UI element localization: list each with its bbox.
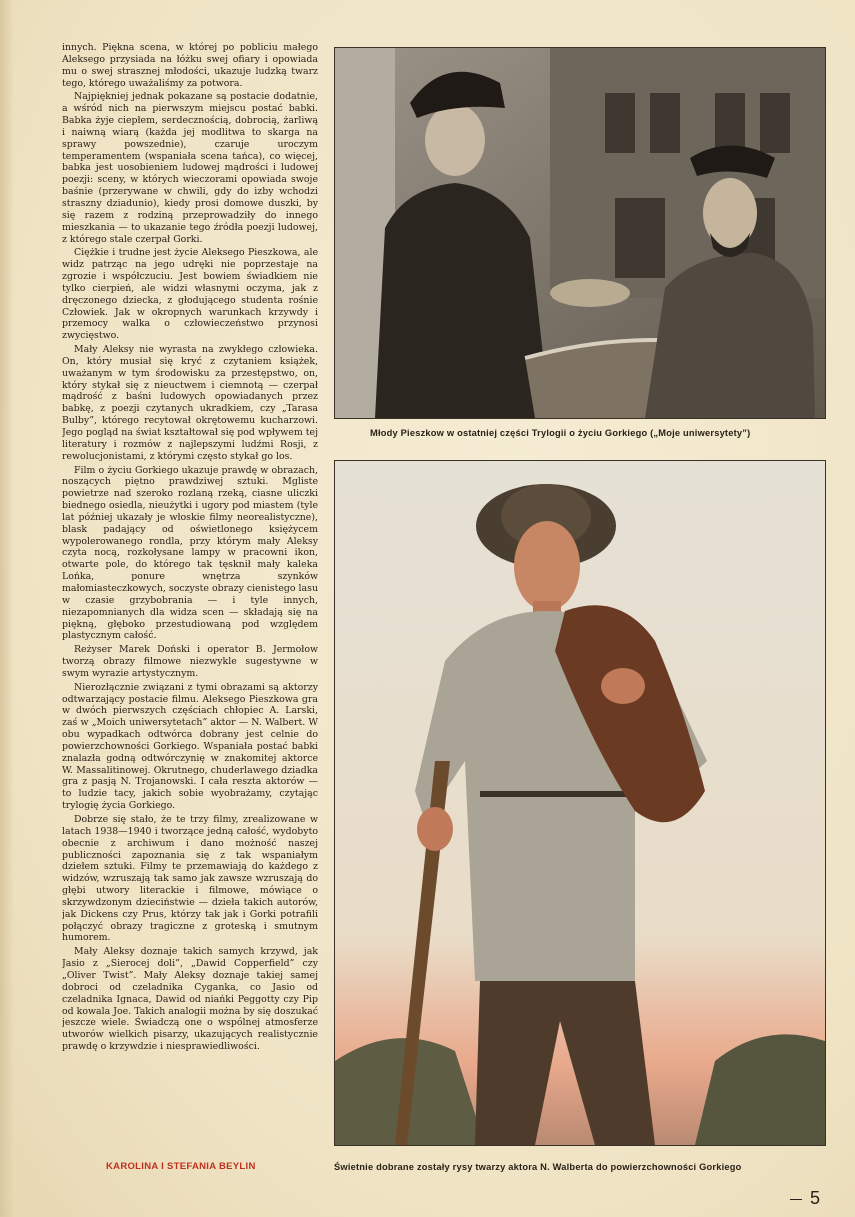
article-author: KAROLINA I STEFANIA BEYLIN [106,1161,256,1172]
page-edge-shadow [0,0,14,1217]
film-still-illustration-bottom [335,461,825,1145]
article-text-column [62,42,318,1160]
film-still-photo-bottom [334,460,826,1146]
film-still-photo-top [334,47,826,419]
article-paragraph: Reżyser Marek Doński i operator B. Jermołow tworzą obrazy filmowe niezwykle sugestywne w swym wyrazie artystycznym. [62,644,318,679]
page-number: 5 [810,1188,821,1208]
article-paragraph: Mały Aleksy doznaje takich samych krzywd, jak Jasio z „Sierocej doli”, „Dawid Copperfield” czy „Oliver Twist”. Mały Aleksy doznaje takiej samej dobroci od czeladnika Cyganka, co Jasio od czeladnika Ignaca, Dawid od niańki Peggotty czy Pip od kowala Joe. Takich analogii można by się doszukać jeszcze wiele. Świadczą one o wspólnej atmosferze utworów wielkich pisarzy, ukazujących realistycznie prawdę o krzywdzie i niesprawiedliwości. [62,946,318,1053]
photo-caption-top: Młody Pieszkow w ostatniej części Trylogii o życiu Gorkiego („Moje uniwersytety”) [370,428,751,438]
article-paragraph: Dobrze się stało, że te trzy filmy, zrealizowane w latach 1938—1940 i tworzące jedną całość, wydobyto obecnie z archiwum i dano możność naszej publiczności zapoznania się z tak wspaniałym dziełem sztuki. Filmy te przemawiają do każdego z widzów, wzruszają tak samo jak zawsze wzruszają do głębi utwory literackie i filmowe, mówiące o skrzywdzonym dzieciństwie — dzieła takich autorów, jak Dickens czy Prus, którzy tak jak i Gorki potrafili połączyć obrazy tragiczne z groteską i smutnym humorem. [62,814,318,944]
article-paragraph: Film o życiu Gorkiego ukazuje prawdę w obrazach, noszących piętno prawdziwej sztuki. Mgliste powietrze nad szeroko rozlaną rzeką, ciasne uliczki biednego osiedla, nieużytki i ugory pod miastem (tyle lat później ukazały je włoskie filmy neorealistyczne), blask padający od oświetlonego księżycem wypolerowanego rondla, przy którym mały Aleksy czyta nocą, rozkołysane lampy w pracowni ikon, otwarte pole, do którego tak tęsknił mały kaleka Lońka, ponure wnętrza szynków małomiasteczkowych, soczyste obrazy cienistego lasu w czasie grzybobrania — i tyle innych, niezapomnianych dla widza scen — składają się na piękną, głęboko przestudiowaną pod względem plastycznym całość. [62,464,318,642]
article-paragraph: innych. Piękna scena, w której po pobliciu małego Aleksego przysiada na łóżku swej ofiary i opowiada mu o swej strasznej młodości, ukazuje ludzką twarz tego, którego uważaliśmy za potwora. [62,42,318,89]
article-paragraph: Najpiękniej jednak pokazane są postacie dodatnie, a wśród nich na pierwszym miejscu postać babki. Babka żyje ciepłem, serdecznością, dobrocią, żarliwą i naiwną wiarą (każda jej modlitwa to skarga na sprawy powszednie), czaruje uroczym temperamentem (wspaniała scena tańca), co więcej, babka jest uosobieniem ludowej mądrości i ludowej poezji: sceny, w których wieczorami opowiada swoje baśnie (przerywane w chwili, gdy do izby wchodzi straszny dziadunio), kiedy prosi domowe duszki, by się razem z rodziną przeprowadziły do innego mieszkania — to ukazanie tego źródła poezji ludowej, z którego stale czerpał Gorki. [62,91,318,245]
photo-caption-bottom: Świetnie dobrane zostały rysy twarzy aktora N. Walberta do powierzchowności Gorkiego [334,1162,742,1172]
article-paragraph: Nierozłącznie związani z tymi obrazami są aktorzy odtwarzający postacie filmu. Aleksego Pieszkowa gra w dwóch pierwszych częściach chłopiec A. Larski, zaś w „Moich uniwersytetach” aktor — N. Walbert. W obu wypadkach odtwórca dobrany jest celnie do powierzchowności Gorkiego. Wspaniała postać babki znalazła godną odtwórczynię w znakomitej aktorce W. Massalitinowej. Okrutnego, chuderlawego dziadka gra z pasją N. Trojanowski. I cała reszta aktorów — to ludzie tacy, jakich sobie wyobrażamy, czytając trylogię życia Gorkiego. [62,681,318,812]
article-paragraph: Mały Aleksy nie wyrasta na zwykłego człowieka. On, który musiał się kryć z czytaniem książek, uważanym w tym środowisku za przestępstwo, on, który stykał się z nieuctwem i ciemnotą — czerpał mądrość z baśni ludowych opowiadanych przez babkę, z poezji czytanych ukradkiem, czy „Tarasa Bulby”, którego recytował okrętowemu kucharzowi. Jego pogląd na świat kształtował się pod wpływem tej literatury i rozmów z najlepszymi ludźmi Rosji, z rewolucjonistami, z którymi często stykał go los. [62,344,318,462]
page-number-dash [790,1199,802,1200]
article-paragraph: Ciężkie i trudne jest życie Aleksego Pieszkowa, ale widz patrząc na jego udręki nie poprzestaje na zgrozie i współczuciu. Jest bowiem świadkiem nie tylko cierpień, ale widzi własnymi oczyma, jak z dręczonego dziecka, z głodującego studenta rośnie Człowiek. Jak w okropnych warunkach krzywdy i przemocy walka o człowieczeństwo przynosi zwycięstwo. [62,247,318,342]
film-still-illustration-top [335,48,825,418]
